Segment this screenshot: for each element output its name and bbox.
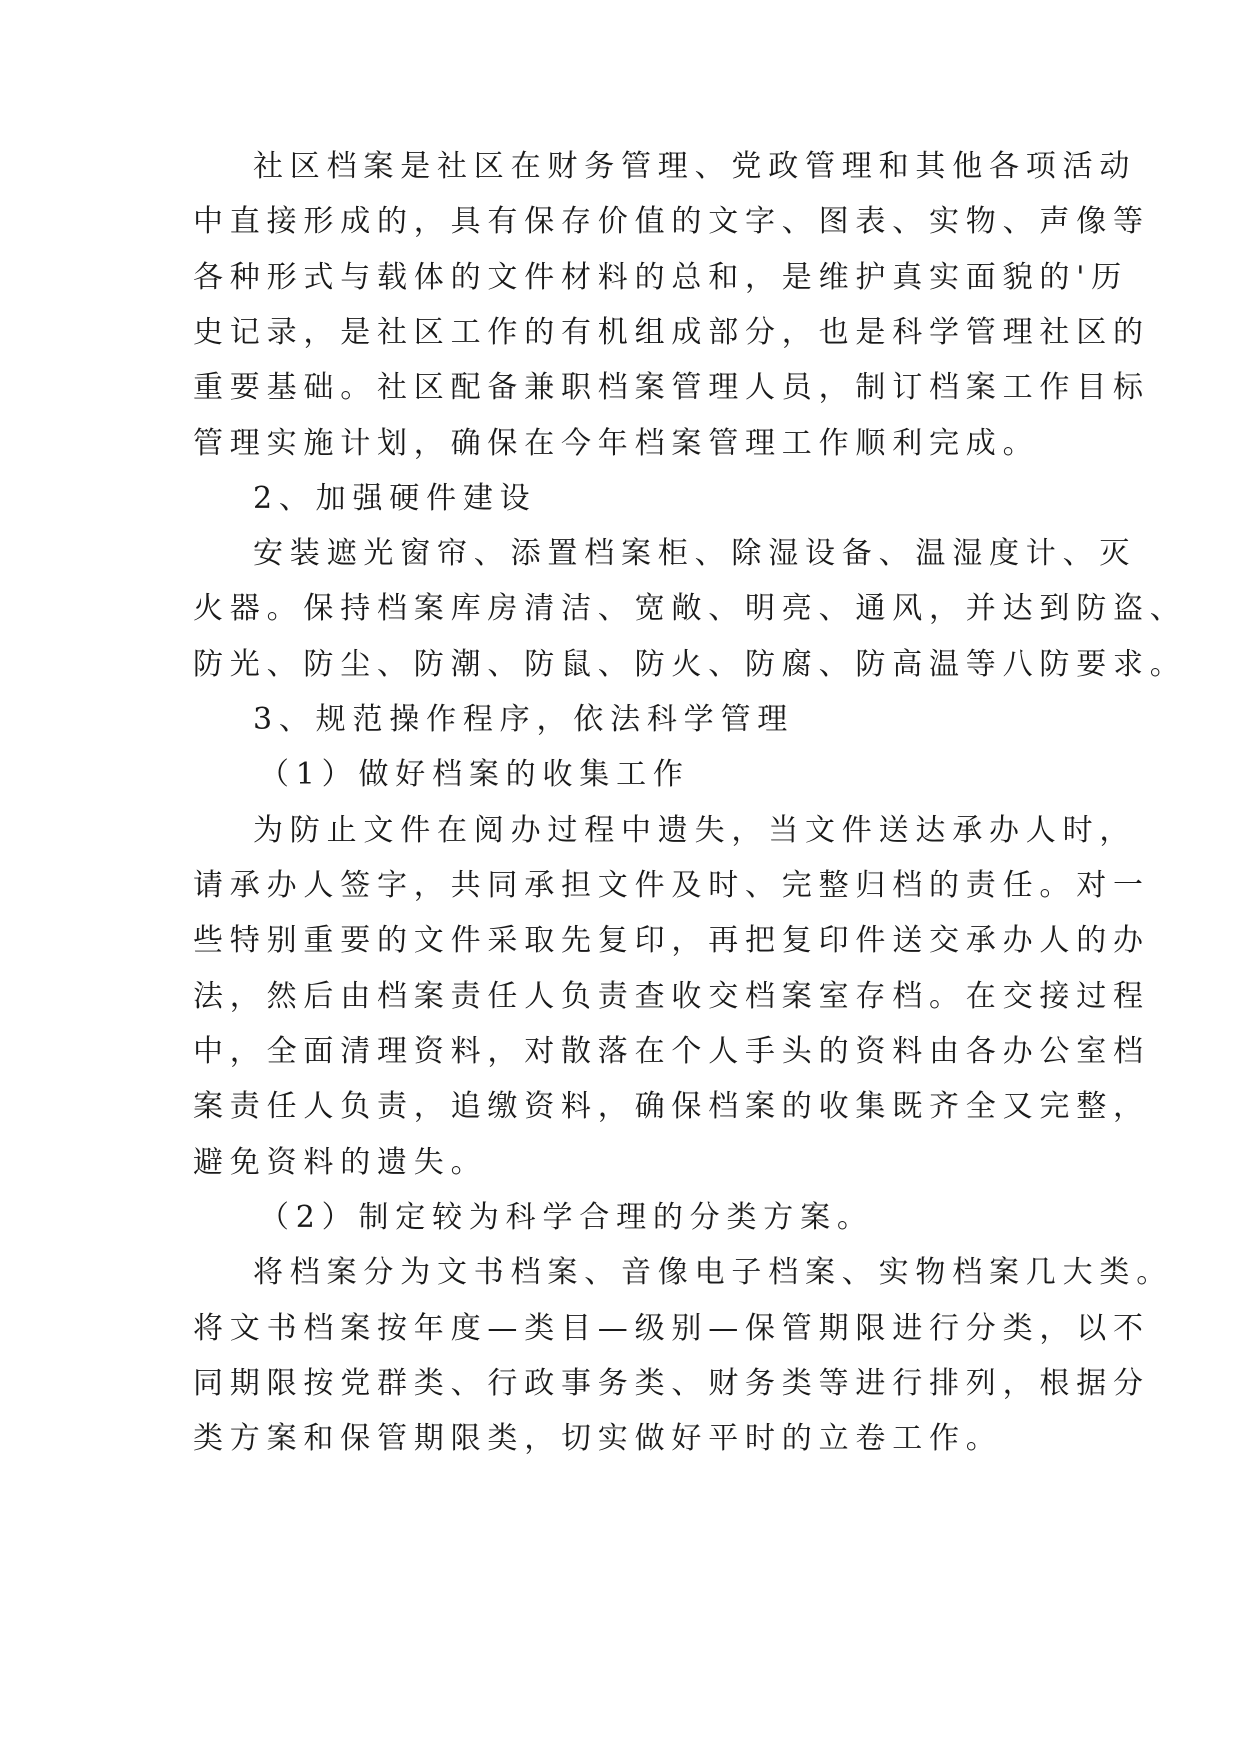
paragraph-line: 案责任人负责，追缴资料，确保档案的收集既齐全又完整， [193, 1089, 1150, 1124]
paragraph-line: 中，全面清理资料，对散落在个人手头的资料由各办公室档 [193, 1034, 1150, 1069]
subsection-heading: （1）做好档案的收集工作 [259, 757, 690, 792]
section-heading: 2、加强硬件建设 [253, 481, 537, 516]
paragraph-line: 类方案和保管期限类，切实做好平时的立卷工作。 [193, 1421, 1003, 1456]
paragraph-line: 安装遮光窗帘、添置档案柜、除湿设备、温湿度计、灭 [253, 536, 1137, 571]
paragraph-line: 火器。保持档案库房清洁、宽敞、明亮、通风，并达到防盗、 [193, 591, 1187, 626]
paragraph-line: 避免资料的遗失。 [193, 1145, 488, 1180]
section-heading: 3、规范操作程序，依法科学管理 [253, 702, 795, 737]
paragraph-line: 为防止文件在阅办过程中遗失，当文件送达承办人时， [253, 813, 1137, 848]
paragraph-line: 些特别重要的文件采取先复印，再把复印件送交承办人的办 [193, 923, 1150, 958]
paragraph-line: 将档案分为文书档案、音像电子档案、实物档案几大类。 [253, 1255, 1173, 1290]
paragraph-line: 各种形式与载体的文件材料的总和，是维护真实面貌的'历 [193, 260, 1129, 295]
paragraph-line: 中直接形成的，具有保存价值的文字、图表、实物、声像等 [193, 204, 1150, 239]
paragraph-line: 请承办人签字，共同承担文件及时、完整归档的责任。对一 [193, 868, 1150, 903]
paragraph-line: 史记录，是社区工作的有机组成部分，也是科学管理社区的 [193, 315, 1150, 350]
paragraph-line: 将文书档案按年度—类目—级别—保管期限进行分类，以不 [193, 1311, 1150, 1346]
paragraph-line: 防光、防尘、防潮、防鼠、防火、防腐、防高温等八防要求。 [193, 647, 1187, 682]
paragraph-line: 法，然后由档案责任人负责查收交档案室存档。在交接过程 [193, 979, 1150, 1014]
subsection-heading: （2）制定较为科学合理的分类方案。 [259, 1200, 874, 1235]
paragraph-line: 同期限按党群类、行政事务类、财务类等进行排列，根据分 [193, 1366, 1150, 1401]
paragraph-line: 管理实施计划，确保在今年档案管理工作顺利完成。 [193, 426, 1040, 461]
paragraph-line: 重要基础。社区配备兼职档案管理人员，制订档案工作目标 [193, 370, 1150, 405]
paragraph-line: 社区档案是社区在财务管理、党政管理和其他各项活动 [253, 149, 1137, 184]
